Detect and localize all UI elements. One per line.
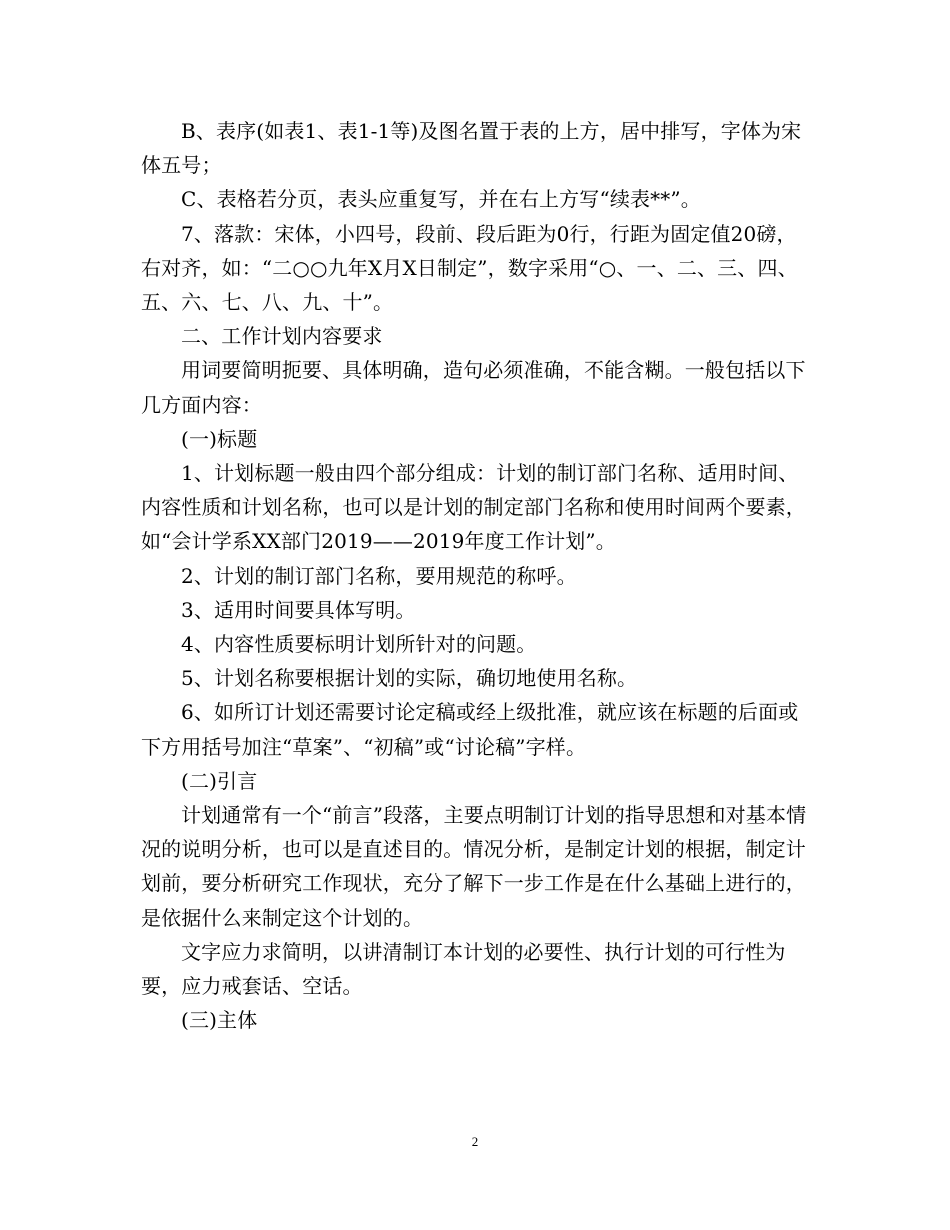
paragraph-signature-rule: 7、落款：宋体，小四号，段前、段后距为0行，行距为固定值20磅，右对齐，如：“二○○九年X月X日制定”，数字采用“○、一、二、三、四、五、六、七、八、九、十”。 (141, 221, 798, 315)
paragraph-title-rule-6: 6、如所订计划还需要讨论定稿或经上级批准，就应该在标题的后面或下方用括号加注“草案”、“初稿”或“讨论稿”字样。 (141, 700, 799, 759)
paragraph-introduction-style: 文字应力求简明，以讲清制订本计划的必要性、执行计划的可行性为要，应力戒套话、空话。 (141, 939, 786, 999)
paragraph-title-rule-4: 4、内容性质要标明计划所针对的问题。 (181, 632, 537, 657)
subheading-title: (一)标题 (181, 426, 258, 451)
paragraph-title-rule-2: 2、计划的制订部门名称，要用规范的称呼。 (181, 563, 577, 588)
paragraph-table-caption-rule: B、表序(如表1、表1-1等)及图名置于表的上方，居中排写，字体为宋体五号； (141, 119, 802, 178)
paragraph-content-intro: 用词要简明扼要、具体明确，造句必须准确，不能含糊。一般包括以下几方面内容： (141, 358, 806, 417)
subheading-introduction: (二)引言 (181, 768, 258, 793)
section-heading-content-requirements: 二、工作计划内容要求 (181, 324, 383, 349)
paragraph-title-rule-5: 5、计划名称要根据计划的实际，确切地使用名称。 (181, 666, 638, 691)
paragraph-title-rule-1: 1、计划标题一般由四个部分组成：计划的制订部门名称、适用时间、内容性质和计划名称，也可以是计划的制定部门名称和使用时间两个要素，如“会计学系XX部门2019——2019年度工作计划”。 (141, 461, 806, 554)
paragraph-table-continuation-rule: C、表格若分页，表头应重复写，并在右上方写“续表**”。 (181, 187, 701, 212)
subheading-main-body: (三)主体 (181, 1008, 258, 1033)
paragraph-title-rule-3: 3、适用时间要具体写明。 (181, 597, 416, 622)
document-body (141, 114, 811, 1037)
paragraph-introduction-description: 计划通常有一个“前言”段落，主要点明制订计划的指导思想和对基本情况的说明分析，也可以是直述目的。情况分析，是制定计划的根据，制定计划前，要分析研究工作现状，充分了解下一步工作是在什么基础上进行的，是依据什么来制定这个计划的。 (141, 803, 807, 930)
page-number: 2 (471, 1134, 479, 1149)
